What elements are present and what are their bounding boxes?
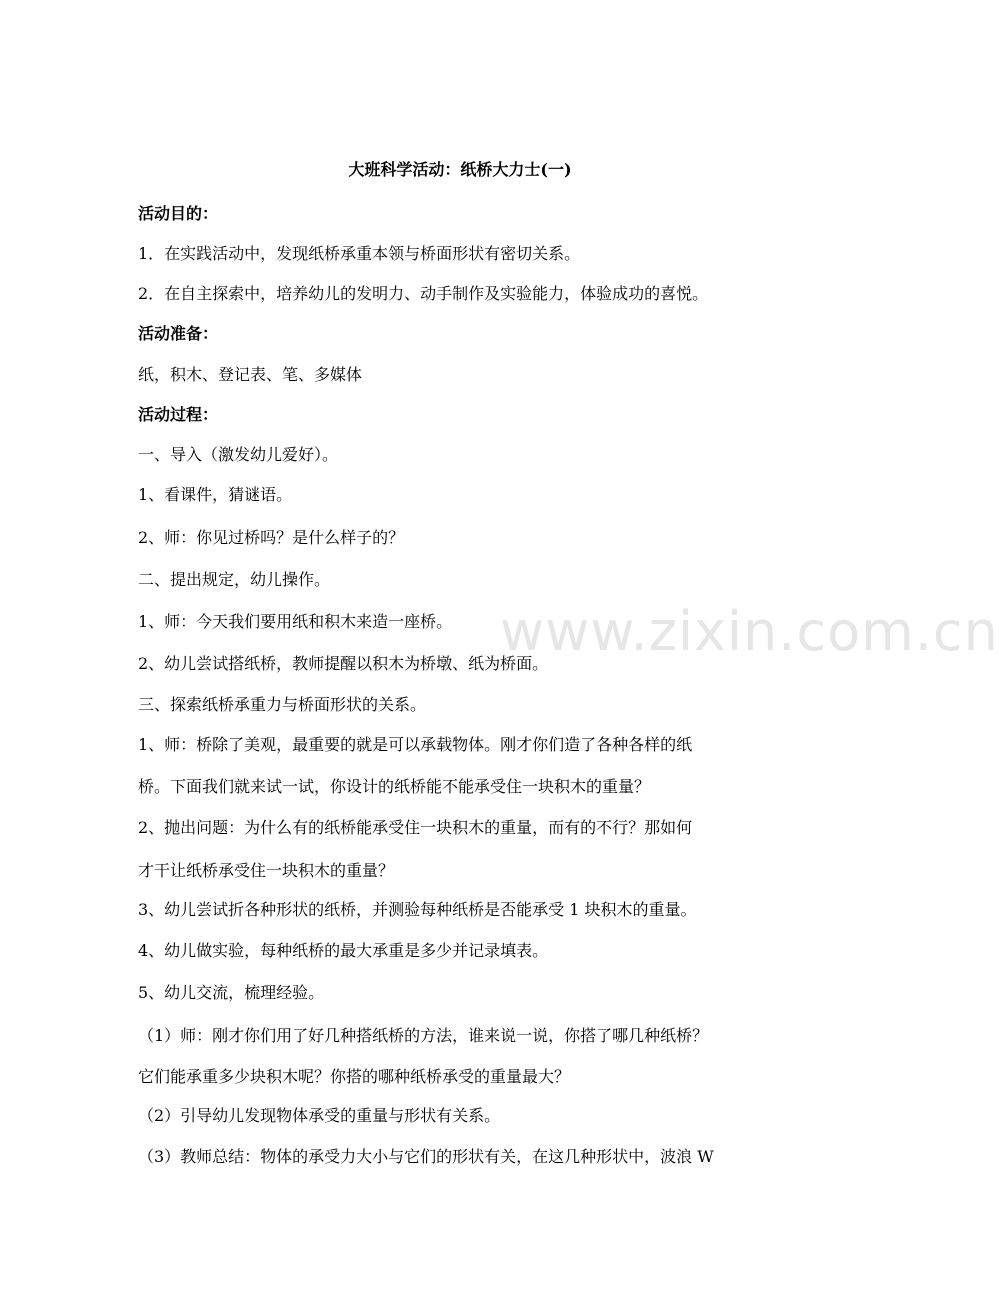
body-line: 2、师：你见过桥吗？是什么样子的？ — [138, 528, 405, 547]
body-line: 三、探索纸桥承重力与桥面形状的关系。 — [138, 695, 427, 714]
watermark: www.zixin.com.cn — [500, 600, 999, 663]
body-line: 才干让纸桥承受住一块积木的重量？ — [138, 861, 395, 880]
body-line: 3、幼儿尝试折各种形状的纸桥，并测验每种纸桥是否能承受 1 块积木的重量。 — [138, 900, 697, 919]
section-heading: 活动目的： — [138, 204, 219, 223]
body-line: 一、导入（激发幼儿爱好）。 — [138, 445, 339, 464]
body-line: 2、抛出问题：为什么有的纸桥能承受住一块积木的重量，而有的不行？那如何 — [138, 818, 693, 837]
body-line: 纸，积木、登记表、笔、多媒体 — [138, 365, 363, 384]
body-line: （1）师：刚才你们用了好几种搭纸桥的方法，谁来说一说，你搭了哪几种纸桥？ — [138, 1026, 709, 1045]
body-line: 1、师：桥除了美观，最重要的就是可以承载物体。刚才你们造了各种各样的纸 — [138, 735, 693, 754]
body-line: 1、看课件，猜谜语。 — [138, 485, 293, 504]
body-line: 1．在实践活动中，发现纸桥承重本领与桥面形状有密切关系。 — [138, 244, 581, 263]
section-heading: 活动过程： — [138, 405, 219, 424]
body-line: 1、师：今天我们要用纸和积木来造一座桥。 — [138, 612, 453, 631]
body-line: 它们能承重多少块积木呢？你搭的哪种纸桥承受的重量最大？ — [138, 1067, 571, 1086]
body-line: 2、幼儿尝试搭纸桥，教师提醒以积木为桥墩、纸为桥面。 — [138, 654, 549, 673]
body-line: 二、提出规定，幼儿操作。 — [138, 570, 331, 589]
body-line: （3）教师总结：物体的承受力大小与它们的形状有关，在这几种形状中，波浪 W — [138, 1147, 714, 1166]
body-line: 4、幼儿做实验，每种纸桥的最大承重是多少并记录填表。 — [138, 941, 549, 960]
section-heading: 活动准备： — [138, 324, 219, 343]
document-title: 大班科学活动：纸桥大力士(一) — [348, 160, 572, 179]
body-line: 2．在自主探索中，培养幼儿的发明力、动手制作及实验能力，体验成功的喜悦。 — [138, 284, 709, 303]
body-line: （2）引导幼儿发现物体承受的重量与形状有关系。 — [138, 1106, 501, 1125]
body-line: 桥。下面我们就来试一试，你设计的纸桥能不能承受住一块积木的重量？ — [138, 777, 651, 796]
body-line: 5、幼儿交流，梳理经验。 — [138, 983, 325, 1002]
